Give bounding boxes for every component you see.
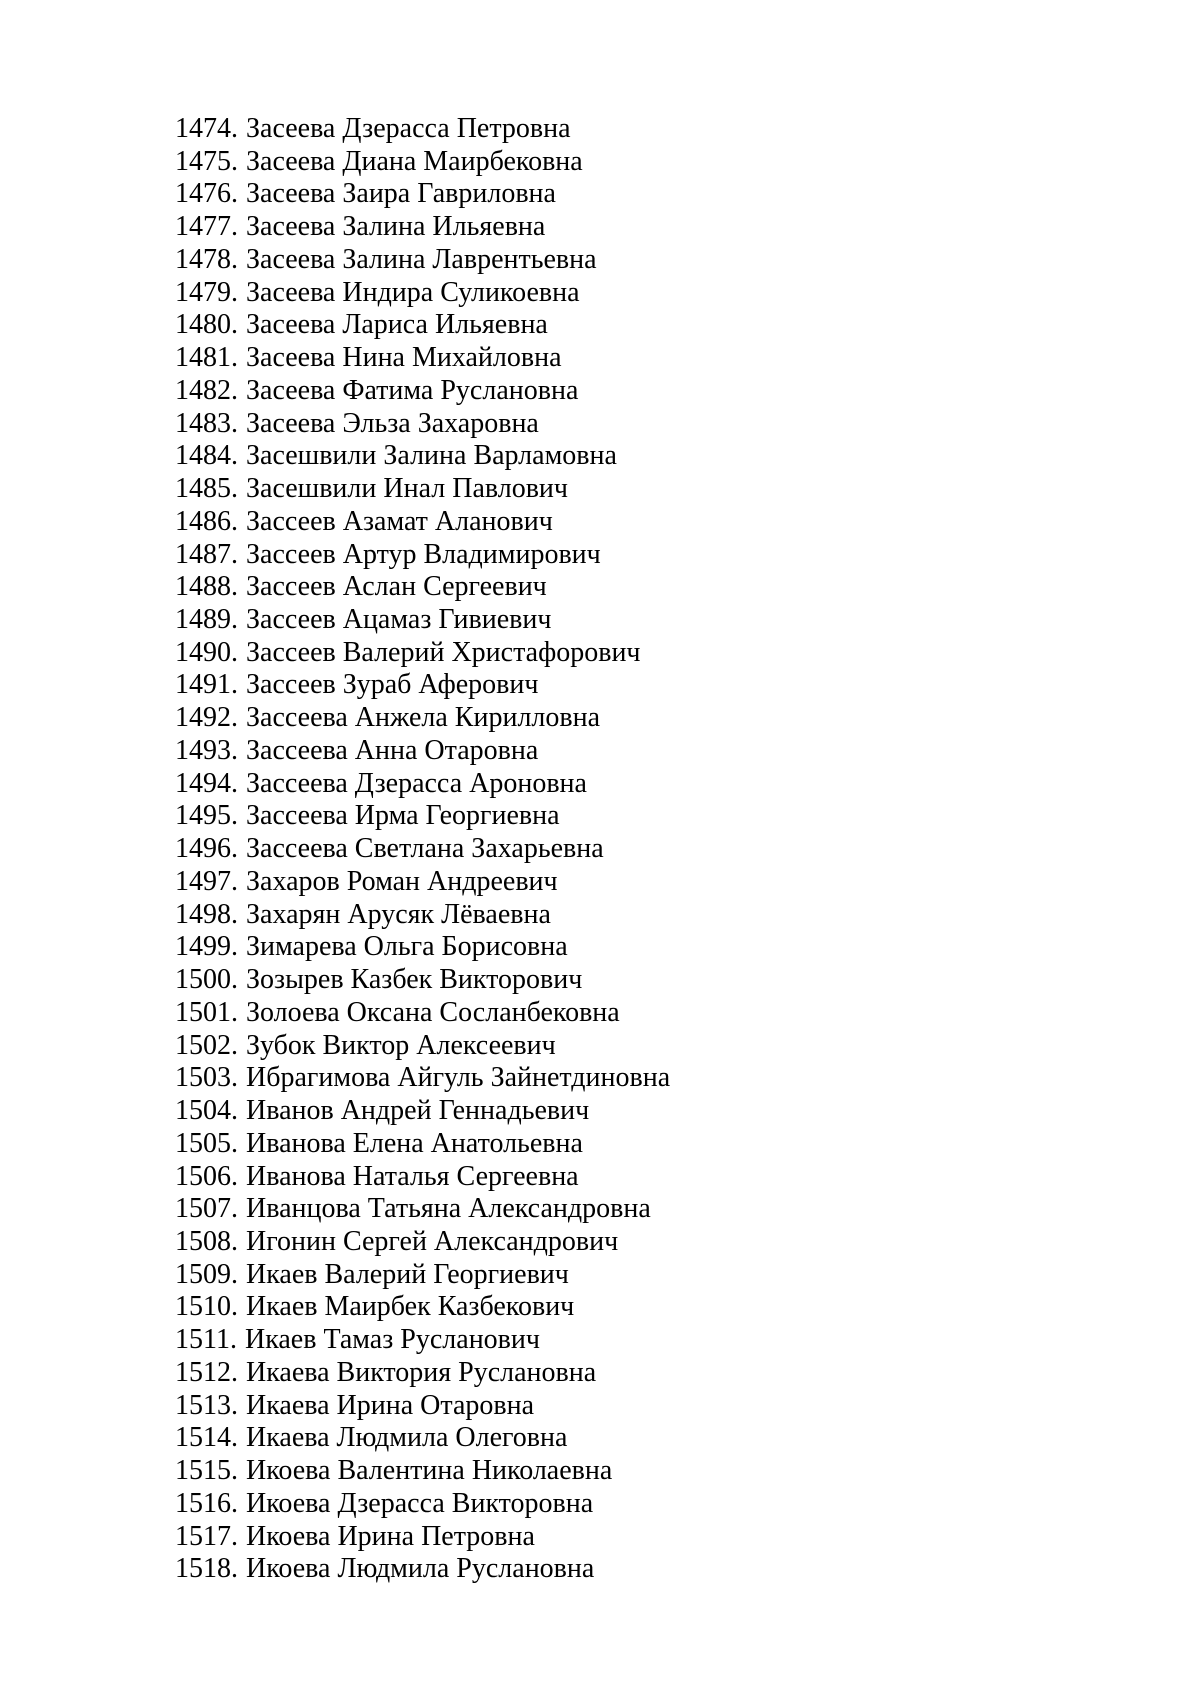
entry-number: 1496. — [175, 833, 238, 865]
list-item — [175, 473, 670, 506]
entry-number: 1517. — [175, 1520, 238, 1552]
entry-name: Засеева Эльза Захаровна — [246, 407, 539, 439]
entry-number: 1504. — [175, 1095, 238, 1127]
entry-number: 1514. — [175, 1422, 238, 1454]
entry-number: 1476. — [175, 178, 238, 210]
entry-name: Зассеева Анжела Кирилловна — [246, 702, 601, 734]
entry-name: Засеева Нина Михайловна — [246, 342, 562, 374]
entry-name: Иванов Андрей Геннадьевич — [246, 1095, 590, 1127]
list-item — [175, 997, 670, 1030]
entry-number: 1483. — [175, 407, 238, 439]
entry-name: Икаева Виктория Руслановна — [246, 1356, 597, 1388]
list-item — [175, 1095, 670, 1128]
list-item — [175, 571, 670, 604]
entry-name: Зассеев Артур Владимирович — [246, 538, 601, 570]
list-item — [175, 1422, 670, 1455]
list-item — [175, 800, 670, 833]
entry-number: 1474. — [175, 113, 238, 144]
entry-name: Зубок Виктор Алексеевич — [246, 1029, 556, 1061]
entry-name: Иванова Наталья Сергеевна — [246, 1160, 579, 1192]
entry-name: Зассеева Дзерасса Ароновна — [246, 767, 587, 799]
entry-name: Захарян Арусяк Лёваевна — [246, 898, 551, 930]
entry-number: 1494. — [175, 767, 238, 799]
entry-name: Икаев Валерий Георгиевич — [246, 1258, 569, 1290]
entry-name: Золоева Оксана Сосланбековна — [246, 996, 620, 1028]
entry-name: Зассеев Азамат Аланович — [246, 505, 553, 537]
entry-name: Зассеева Ирма Георгиевна — [246, 800, 560, 832]
entry-number: 1482. — [175, 374, 238, 406]
entry-number: 1489. — [175, 604, 238, 636]
list-item — [175, 1553, 670, 1586]
entry-number: 1499. — [175, 931, 238, 963]
entry-name: Зассеев Зураб Аферович — [246, 669, 539, 701]
list-item — [175, 408, 670, 441]
list-item — [175, 1062, 670, 1095]
entry-name: Иванова Елена Анатольевна — [246, 1127, 583, 1159]
entry-number: 1495. — [175, 800, 238, 832]
list-item — [175, 1390, 670, 1423]
entry-name: Засеева Дзерасса Петровна — [246, 113, 571, 144]
list-item — [175, 440, 670, 473]
entry-name: Засешвили Залина Варламовна — [246, 440, 617, 472]
entry-name: Засеева Фатима Руслановна — [246, 374, 579, 406]
list-item — [175, 964, 670, 997]
list-item — [175, 931, 670, 964]
list-item — [175, 146, 670, 179]
entry-name: Зассеева Анна Отаровна — [246, 734, 539, 766]
list-item — [175, 1357, 670, 1390]
entry-number: 1481. — [175, 342, 238, 374]
entry-number: 1507. — [175, 1193, 238, 1225]
entry-name: Икаев Маирбек Казбекович — [246, 1291, 575, 1323]
entry-number: 1502. — [175, 1029, 238, 1061]
entry-name: Зассеев Валерий Христафорович — [246, 636, 641, 668]
entry-number: 1484. — [175, 440, 238, 472]
list-item — [175, 669, 670, 702]
entry-number: 1510. — [175, 1291, 238, 1323]
entry-number: 1491. — [175, 669, 238, 701]
list-item — [175, 178, 670, 211]
entry-name: Засеева Лариса Ильяевна — [246, 309, 548, 341]
list-item — [175, 113, 670, 146]
entry-number: 1493. — [175, 734, 238, 766]
entry-name: Икаева Ирина Отаровна — [246, 1389, 535, 1421]
entry-number: 1475. — [175, 145, 238, 177]
entry-name: Икоева Ирина Петровна — [246, 1520, 535, 1552]
entry-name: Зассеев Аслан Сергеевич — [246, 571, 547, 603]
entry-number: 1478. — [175, 243, 238, 275]
list-item — [175, 1455, 670, 1488]
entry-number: 1487. — [175, 538, 238, 570]
list-item — [175, 899, 670, 932]
entry-name: Зассеева Светлана Захарьевна — [246, 833, 604, 865]
list-item — [175, 1259, 670, 1292]
entry-name: Икоева Людмила Руслановна — [246, 1553, 595, 1585]
entry-name: Игонин Сергей Александрович — [246, 1225, 619, 1257]
list-item — [175, 1226, 670, 1259]
entry-name: Иванцова Татьяна Александровна — [246, 1193, 651, 1225]
entry-name: Икоева Дзерасса Викторовна — [246, 1487, 594, 1519]
entry-number: 1515. — [175, 1455, 238, 1487]
entry-number: 1492. — [175, 702, 238, 734]
list-item — [175, 1291, 670, 1324]
entry-number: 1505. — [175, 1127, 238, 1159]
entry-number: 1500. — [175, 964, 238, 996]
entry-number: 1512. — [175, 1356, 238, 1388]
list-item — [175, 342, 670, 375]
entry-name: Засеева Индира Суликоевна — [246, 276, 580, 308]
list-item — [175, 866, 670, 899]
entry-number: 1511. — [175, 1324, 237, 1356]
entry-number: 1498. — [175, 898, 238, 930]
entry-name: Засеева Залина Ильяевна — [246, 211, 546, 243]
entry-name: Икаева Людмила Олеговна — [246, 1422, 568, 1454]
entry-number: 1485. — [175, 473, 238, 505]
entry-name: Засеева Заира Гавриловна — [246, 178, 556, 210]
entry-number: 1513. — [175, 1389, 238, 1421]
entry-number: 1508. — [175, 1225, 238, 1257]
list-item — [175, 277, 670, 310]
list-item — [175, 244, 670, 277]
entry-name: Ибрагимова Айгуль Зайнетдиновна — [246, 1062, 671, 1094]
entry-number: 1486. — [175, 505, 238, 537]
list-item — [175, 768, 670, 801]
list-item — [175, 211, 670, 244]
entry-number: 1516. — [175, 1487, 238, 1519]
list-item — [175, 637, 670, 670]
entry-number: 1501. — [175, 996, 238, 1028]
list-item — [175, 1324, 670, 1357]
list-item — [175, 309, 670, 342]
list-item — [175, 375, 670, 408]
entry-number: 1518. — [175, 1553, 238, 1585]
entry-name: Засеева Залина Лаврентьевна — [246, 243, 597, 275]
entry-number: 1477. — [175, 211, 238, 243]
entry-number: 1479. — [175, 276, 238, 308]
list-item — [175, 735, 670, 768]
entry-number: 1509. — [175, 1258, 238, 1290]
list-item — [175, 1030, 670, 1063]
entry-number: 1497. — [175, 865, 238, 897]
entry-number: 1480. — [175, 309, 238, 341]
list-item — [175, 1128, 670, 1161]
list-item — [175, 539, 670, 572]
entry-name: Засешвили Инал Павлович — [246, 473, 568, 505]
entry-number: 1488. — [175, 571, 238, 603]
list-item — [175, 506, 670, 539]
entry-number: 1506. — [175, 1160, 238, 1192]
entry-name: Зассеев Ацамаз Гивиевич — [246, 604, 552, 636]
entry-number: 1490. — [175, 636, 238, 668]
entry-name: Захаров Роман Андреевич — [246, 865, 558, 897]
entry-name: Икаев Тамаз Русланович — [244, 1324, 540, 1356]
list-item — [175, 1193, 670, 1226]
list-item — [175, 604, 670, 637]
list-item — [175, 702, 670, 735]
entry-name: Засеева Диана Маирбековна — [246, 145, 583, 177]
list-item — [175, 1488, 670, 1521]
name-list — [175, 113, 670, 1586]
entry-name: Зозырев Казбек Викторович — [246, 964, 583, 996]
list-item — [175, 1521, 670, 1554]
list-item — [175, 1161, 670, 1194]
entry-name: Зимарева Ольга Борисовна — [246, 931, 568, 963]
list-item — [175, 833, 670, 866]
entry-number: 1503. — [175, 1062, 238, 1094]
entry-name: Икоева Валентина Николаевна — [246, 1455, 613, 1487]
